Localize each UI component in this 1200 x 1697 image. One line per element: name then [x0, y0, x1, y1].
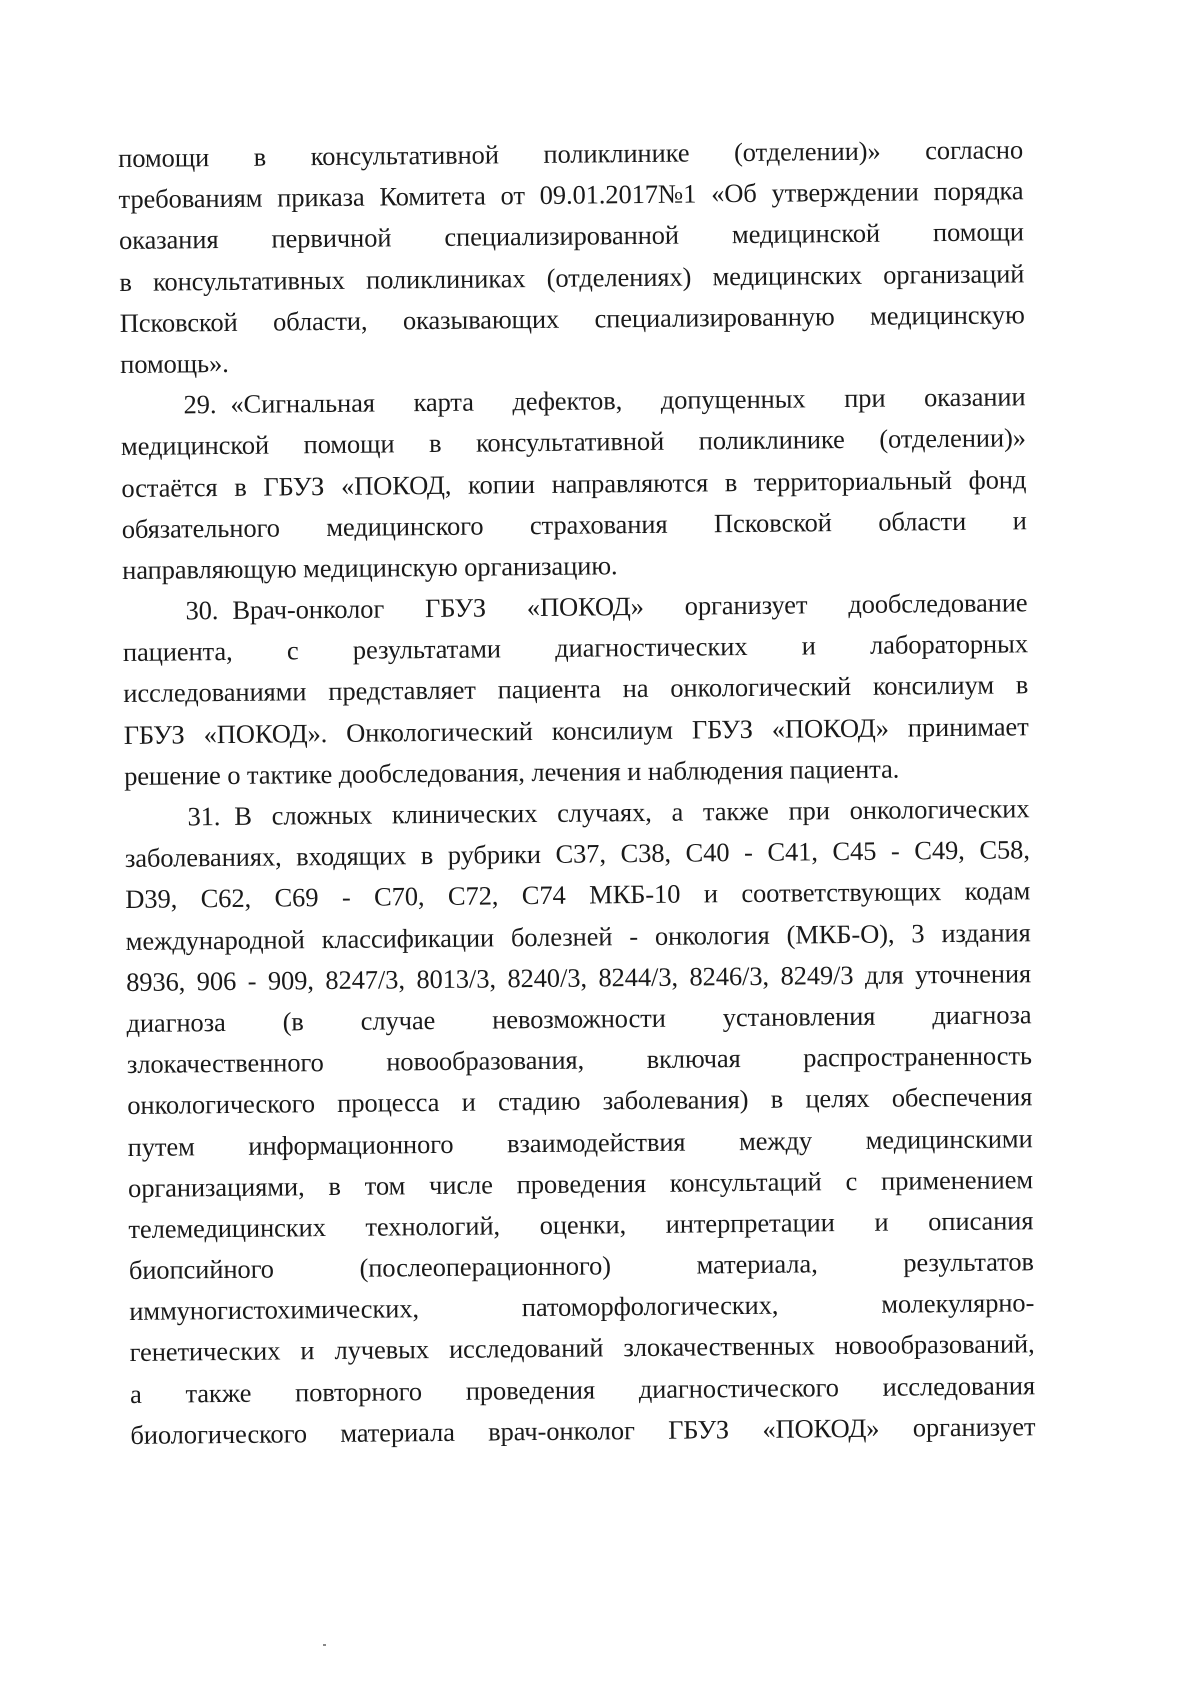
word: территориальный	[753, 464, 952, 497]
word: путем	[127, 1130, 195, 1162]
word: страхования	[529, 508, 668, 540]
word: С37,	[555, 838, 607, 870]
scan-artifact-dot	[323, 1644, 326, 1646]
word: Онкологический	[346, 715, 533, 748]
word: направляются	[551, 466, 709, 499]
word: международной	[125, 923, 305, 956]
word: взаимодействия	[506, 1126, 686, 1158]
word: процесса	[337, 1087, 440, 1119]
word: телемедицинских	[128, 1211, 326, 1244]
word: проведения	[516, 1167, 647, 1199]
word: медицинскую	[869, 299, 1025, 331]
word: сложных	[271, 799, 373, 831]
word: поликлинике	[543, 137, 690, 169]
item-number: 30.	[185, 595, 219, 626]
word: «ПОКОД»	[762, 1412, 880, 1444]
word: медицинской	[120, 429, 270, 462]
word: и	[300, 1335, 315, 1366]
word: консультативных	[152, 264, 345, 297]
word: допущенных	[660, 383, 806, 415]
word: а	[671, 796, 684, 827]
word: С62,	[200, 883, 252, 914]
word: с	[286, 635, 299, 666]
word: -	[743, 837, 753, 868]
word: врач-онколог	[487, 1414, 635, 1447]
word: в	[253, 141, 267, 172]
word: С58,	[979, 834, 1030, 865]
word: и	[461, 1086, 476, 1118]
word: медицинского	[326, 510, 484, 542]
word: карта	[413, 386, 474, 418]
word: -	[629, 920, 639, 951]
word: невозможности	[492, 1002, 666, 1035]
word: материала	[340, 1416, 455, 1448]
word: случае	[360, 1004, 436, 1036]
word: дефектов,	[512, 385, 623, 417]
word: материала,	[696, 1248, 818, 1280]
word: новообразования,	[386, 1044, 585, 1077]
word: (отделении)»	[733, 135, 881, 168]
item-number: 31.	[187, 801, 221, 832]
text-line	[123, 665, 1028, 715]
word: порядка	[933, 175, 1024, 207]
word: (в	[282, 1006, 304, 1037]
word: установления	[722, 1000, 876, 1033]
word: онкологического	[127, 1088, 316, 1121]
word: также	[185, 1377, 252, 1409]
word: помощи	[932, 216, 1025, 248]
word: консультаций	[669, 1165, 822, 1198]
word: «Об	[710, 178, 757, 209]
word: и	[703, 878, 719, 909]
word: от	[500, 180, 525, 211]
word: требованиям	[118, 182, 263, 215]
word: издания	[941, 916, 1031, 948]
word: злокачественного	[126, 1047, 324, 1080]
text-line	[130, 1406, 1035, 1456]
word: в	[420, 840, 434, 871]
word: в	[770, 1083, 784, 1115]
word: С74	[521, 880, 566, 911]
word: входящих	[296, 840, 407, 872]
word: 906	[196, 965, 237, 997]
word: специализированной	[444, 219, 680, 253]
word: остаётся	[121, 471, 218, 503]
word: представляет	[328, 675, 476, 707]
word: новообразований,	[834, 1328, 1035, 1361]
word: молекулярно-	[881, 1287, 1035, 1319]
word: С70,	[373, 881, 425, 912]
word: утверждении	[771, 176, 919, 208]
word: иммуногистохимических,	[129, 1293, 420, 1327]
text-line: помощь».	[120, 347, 229, 379]
word: технологий,	[365, 1210, 501, 1242]
word: результатами	[352, 633, 502, 666]
word: 3	[911, 917, 925, 948]
word: при	[788, 795, 830, 826]
word: С72,	[447, 880, 499, 912]
word: а	[129, 1378, 142, 1409]
word: повторного	[294, 1375, 423, 1407]
word: исследований	[448, 1332, 604, 1365]
word: медицинскими	[865, 1122, 1033, 1155]
word: кодам	[964, 875, 1031, 907]
paragraph-item-30	[122, 582, 1029, 797]
text-line	[120, 294, 1025, 344]
word: области	[878, 505, 967, 537]
word: пациента,	[122, 636, 233, 668]
word: 8244/3,	[598, 961, 679, 993]
word: (МКБ-О),	[786, 918, 895, 950]
word: целях	[805, 1083, 870, 1114]
word: болезней	[510, 920, 613, 952]
word: пациента	[497, 673, 601, 705]
word: 8936,	[125, 966, 186, 997]
word: патоморфологических,	[521, 1289, 779, 1323]
word: между	[738, 1124, 813, 1156]
word: 8249/3	[780, 959, 854, 991]
word: организаций	[882, 257, 1025, 290]
word: Комитета	[379, 180, 486, 212]
word: для	[864, 959, 904, 990]
word: заболевания)	[602, 1084, 749, 1116]
word: помощи	[303, 428, 395, 460]
word: медицинской	[731, 218, 881, 250]
word: первичной	[271, 222, 392, 254]
text-line	[122, 500, 1027, 550]
word: организациями,	[127, 1170, 305, 1203]
word: С40	[685, 837, 730, 868]
word: том	[364, 1169, 406, 1201]
item-number: 29.	[183, 389, 217, 420]
word: 8240/3,	[507, 962, 588, 994]
word: лучевых	[334, 1334, 430, 1366]
word: и	[874, 1206, 889, 1237]
word: оказывающих	[402, 303, 560, 336]
word: исследования	[882, 1369, 1036, 1402]
word: включая	[646, 1043, 741, 1075]
text-line	[125, 871, 1030, 921]
word: С41,	[767, 836, 818, 867]
word: копии	[467, 468, 536, 500]
word: консультативной	[310, 139, 499, 172]
word: на	[622, 673, 649, 704]
word: «ПОКОД».	[203, 717, 328, 749]
word: диагноза	[126, 1006, 226, 1038]
text-line	[130, 1365, 1035, 1415]
word: онкология	[654, 919, 770, 951]
word: организует	[684, 589, 808, 621]
word: согласно	[925, 134, 1024, 166]
word: специализированную	[594, 300, 835, 334]
word: обязательного	[121, 512, 280, 544]
word: С49,	[914, 835, 965, 866]
word: клинических	[391, 798, 538, 830]
word: распространенность	[803, 1040, 1032, 1073]
word: (отделении)»	[879, 422, 1027, 455]
word: «ПОКОД»	[771, 712, 889, 744]
word: (отделениях)	[546, 261, 692, 293]
word: медицинских	[712, 259, 863, 291]
word: МКБ-10	[589, 879, 681, 910]
word: рубрики	[447, 839, 542, 871]
word: генетических	[129, 1335, 281, 1368]
word: лабораторных	[869, 628, 1029, 661]
word: соответствующих	[741, 876, 942, 909]
word: ГБУЗ	[667, 1414, 730, 1445]
word: и	[1012, 504, 1027, 536]
word: приказа	[277, 181, 365, 213]
word: проведения	[465, 1374, 596, 1406]
word: заболеваниях,	[124, 841, 282, 874]
word: Псковской	[119, 306, 238, 338]
word: ГБУЗ	[263, 470, 325, 502]
word: 8246/3,	[689, 960, 770, 992]
word: -	[341, 882, 351, 913]
word: онкологических	[849, 793, 1030, 826]
word: обеспечения	[891, 1081, 1033, 1113]
paragraph-item-29	[120, 376, 1027, 591]
word: интерпретации	[665, 1207, 835, 1239]
text-line	[128, 1159, 1033, 1209]
word: числе	[428, 1169, 493, 1200]
word: фонд	[968, 463, 1027, 495]
word: при	[843, 382, 886, 414]
text-line: направляющую медицинскую организацию.	[122, 550, 618, 585]
word: в	[328, 1170, 341, 1201]
word: принимает	[907, 710, 1029, 743]
text-line	[118, 170, 1023, 220]
word: 8247/3,	[325, 964, 406, 995]
word: уточнения	[914, 958, 1032, 990]
word: ГБУЗ	[123, 719, 185, 750]
text-line: решение о тактике дообследования, лечения и наблюдения пациента.	[123, 753, 900, 791]
word: в	[234, 471, 247, 502]
word: ГБУЗ	[691, 713, 753, 745]
word: (послеоперационного)	[359, 1250, 612, 1283]
word: консультативной	[475, 426, 665, 458]
word: в	[428, 428, 442, 459]
word: «ПОКОД,	[340, 469, 452, 501]
word: исследованиями	[123, 676, 307, 709]
word: диагноза	[932, 999, 1032, 1031]
word: поликлинике	[698, 424, 845, 456]
word: области,	[272, 305, 368, 337]
word: D39,	[125, 883, 178, 915]
word: стадию	[497, 1085, 581, 1117]
word: поликлиниках	[365, 262, 526, 295]
word: 8013/3,	[416, 963, 497, 994]
word: 30. Врач-онколог	[185, 589, 384, 632]
word: 29. «Сигнальная	[183, 383, 375, 426]
word: 09.01.2017№1	[539, 178, 697, 211]
word: помощи	[118, 142, 210, 173]
word: в	[119, 266, 132, 297]
paragraph-continuation	[118, 129, 1025, 385]
word: информационного	[248, 1128, 454, 1161]
word: биопсийного	[128, 1253, 275, 1286]
word: -	[247, 965, 257, 996]
word: ГБУЗ	[424, 592, 487, 624]
word: также	[702, 795, 769, 827]
word: результатов	[903, 1246, 1034, 1278]
text-line	[126, 953, 1031, 1003]
word: классификации	[321, 921, 495, 954]
word: в	[1015, 669, 1029, 700]
word: С38,	[620, 837, 672, 869]
word: «ПОКОД»	[526, 591, 644, 623]
paragraph-item-31	[124, 788, 1035, 1456]
document-body	[118, 129, 1036, 1456]
word: случаях,	[556, 796, 652, 828]
word: оценки,	[539, 1209, 627, 1240]
word: -	[890, 835, 900, 866]
word: злокачественных	[623, 1330, 815, 1363]
word: применением	[880, 1163, 1034, 1196]
word: с	[845, 1165, 858, 1196]
word: оказании	[923, 381, 1026, 413]
word: онкологический	[670, 671, 852, 704]
word: оказания	[118, 224, 219, 256]
word: дообследование	[848, 587, 1028, 620]
word: биологического	[130, 1418, 308, 1450]
word: в	[724, 466, 738, 497]
word: консилиум	[551, 714, 674, 746]
word: описания	[928, 1205, 1034, 1237]
word: организует	[912, 1411, 1036, 1443]
word: 31. В	[187, 796, 252, 838]
word: консилиум	[872, 670, 995, 702]
word: и	[801, 630, 816, 661]
word: диагностического	[638, 1371, 839, 1404]
word: С69	[274, 882, 319, 913]
word: С45	[832, 835, 877, 867]
word: диагностических	[555, 631, 748, 664]
word: Псковской	[713, 506, 832, 538]
word: 909,	[267, 964, 315, 996]
